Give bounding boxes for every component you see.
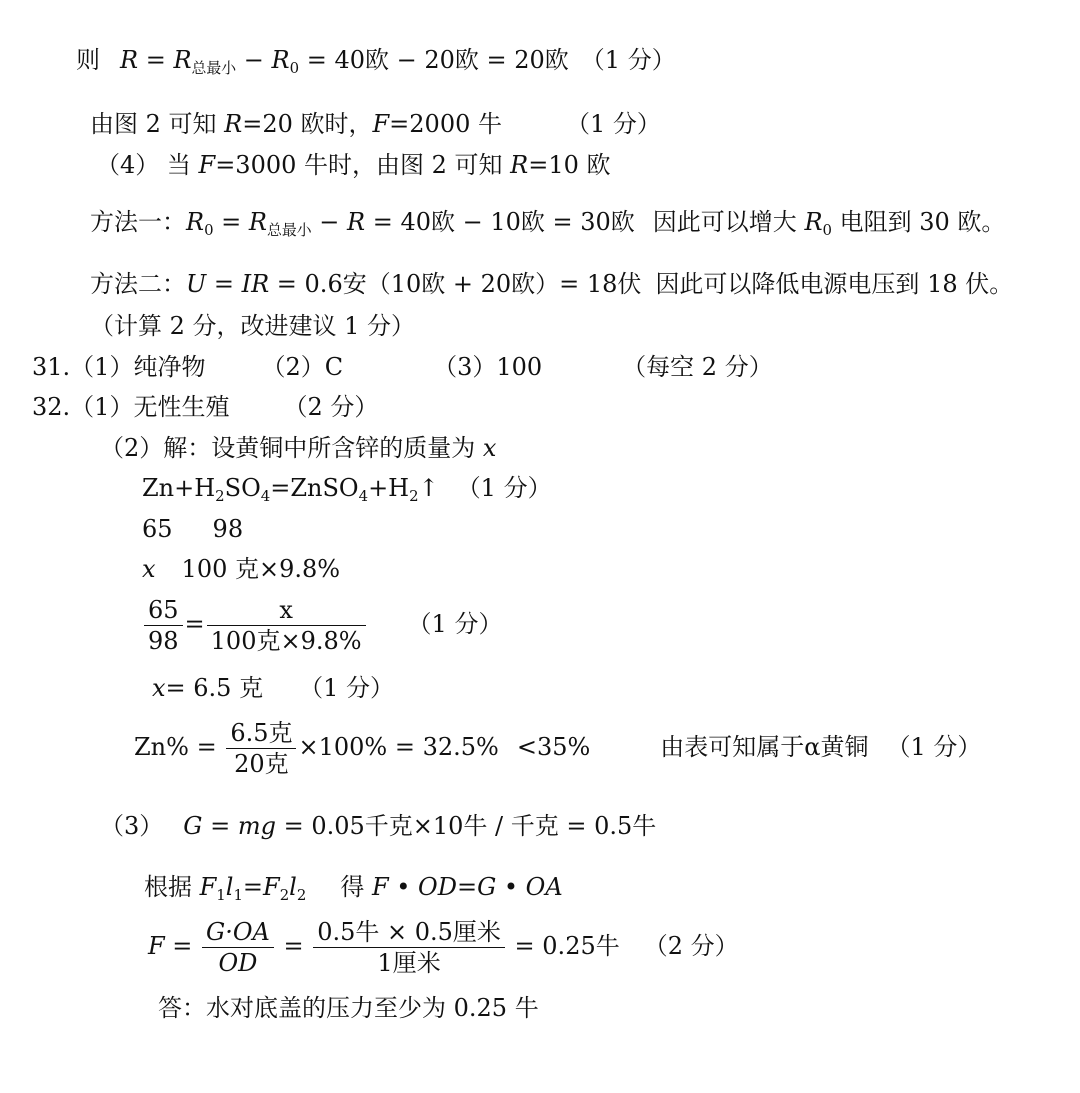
line-r-total-min: 则 $R = R_{总最小} - R_0 = 40$欧 − 20欧 = 20欧 （1 分） (76, 46, 676, 78)
final-answer: 答：水对底盖的压力至少为 0.25 牛 (158, 994, 539, 1022)
fraction-values: $\frac{\text{0.5牛 × 0.5厘米}}{\text{1厘米}}$ (313, 917, 505, 978)
fraction-zn: $\frac{\text{6.5克}}{\text{20克}}$ (226, 718, 296, 779)
question-32: 32.（1）无性生殖 （2 分） (32, 393, 379, 421)
question-31: 31.（1）纯净物 （2）C （3）100 （每空 2 分） (32, 353, 773, 381)
line-part4: （4） 当 F=3000 牛时，由图 2 可知 R=10 欧 (96, 151, 611, 179)
molar-mass-row: 65 98 (142, 515, 244, 543)
x-result: x= 6.5 克 （1 分） (152, 674, 394, 702)
force-equation: F = $\frac{G\cdot OA}{OD}$ = $\frac{\text{0.5牛 × 0.5厘米}}{\text{1厘米}}$ = 0.25牛 （2 分） (148, 918, 739, 977)
ratio-equation: $\frac{65}{98}$ = $\frac{x}{\text{100克×9.8\%}}$ （1 分） (142, 595, 502, 656)
fraction-goa-od: $\frac{G\cdot OA}{OD}$ (202, 917, 274, 978)
line-score-note: （计算 2 分，改进建议 1 分） (90, 312, 416, 340)
zn-percentage: Zn% = $\frac{\text{6.5克}}{\text{20克}}$ ×100% = 32.5% <35% 由表可知属于α黄铜 （1 分） (134, 719, 982, 778)
mass-row: x 100 克×9.8% (142, 555, 341, 583)
line-method-one: 方法一：$R_0 = R_{总最小} - R = 40$欧 − 10欧 = 30欧 因此可以增大 $R_0$ 电阻到 30 欧。 (90, 208, 1006, 240)
lever-principle: 根据 $F_1l_1=F_2l_2$ 得 F • OD=G • OA (144, 873, 563, 905)
q32-part2-setup: （2）解：设黄铜中所含锌的质量为 x (100, 434, 497, 462)
chemical-equation: $Zn+H_2SO_4=ZnSO_4+H_2↑$ （1 分） (142, 474, 552, 506)
line-fig2-r20: 由图 2 可知 R=20 欧时，F=2000 牛 （1 分） (90, 110, 661, 138)
fraction-x: $\frac{x}{\text{100克×9.8\%}}$ (207, 595, 366, 656)
fraction-65-98: $\frac{65}{98}$ (144, 595, 183, 656)
q32-part3: （3） G = mg = 0.05千克×10牛 / 千克 = 0.5牛 (100, 812, 657, 840)
line-method-two: 方法二：U = IR = 0.6安（10欧 + 20欧）= 18伏 因此可以降低电源电压到 18 伏。 (90, 270, 1014, 298)
